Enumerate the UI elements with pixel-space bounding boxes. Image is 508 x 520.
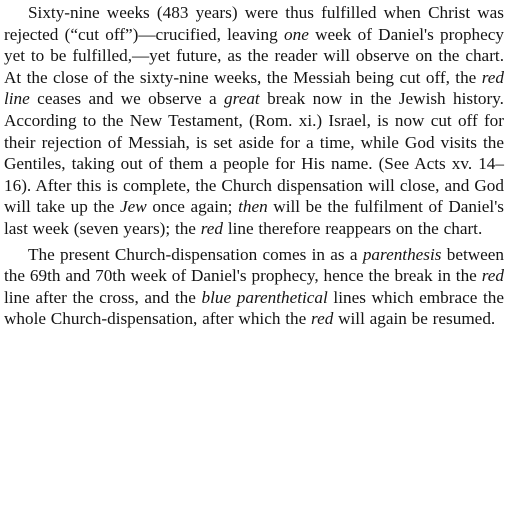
text-run: ceases and we observe a (29, 89, 225, 109)
italic-run: one (284, 24, 309, 44)
italic-run: great (224, 89, 260, 109)
text-run: will again be resumed. (333, 309, 496, 329)
italic-run: then (238, 197, 268, 217)
paragraph-1 (4, 2, 504, 240)
italic-run: parenthesis (362, 244, 442, 264)
text-run: once again; (146, 197, 239, 217)
text-run: between the 69th and 70th week of Daniel's prophecy, hence the break in the (4, 244, 504, 286)
italic-run: red line (4, 67, 504, 109)
text-run: Sixty-nine weeks (483 years) were thus fulfilled when Christ was rejected (“cut off”)—crucified, leaving (4, 3, 504, 44)
text-run: week of Daniel's prophecy yet to be fulfilled,—yet future, as the reader will observe on the chart. At the close of the sixty-nine weeks, the Messiah being cut off, the (4, 24, 504, 87)
text-run: break now in the Jewish history. According to the New Testament, (Rom. xi.) Israel, is now cut off for their rejection of Messiah, is set aside for a time, while God visits the Gentiles, taking out of them a people for His name. (See Acts xv. 14–16). After this is complete, the Church dispensation will close, and God will take up the (4, 89, 504, 217)
paragraph-2 (4, 244, 504, 330)
text-run: line therefore reappears on the chart. (223, 218, 483, 238)
text-run: The present Church-dispensation comes in as a (28, 244, 363, 264)
italic-run: Jew (120, 197, 147, 217)
text-run: line after the cross, and the (4, 287, 202, 307)
italic-run: red (200, 218, 224, 238)
italic-run: blue parenthetical (201, 287, 328, 307)
text-run: lines which embrace the whole Church-dispensation, after which the (4, 287, 505, 329)
text-run: will be the fulfilment of Daniel's last week (seven years); the (4, 197, 504, 238)
italic-run: red (311, 309, 334, 329)
italic-run: red (481, 266, 504, 286)
